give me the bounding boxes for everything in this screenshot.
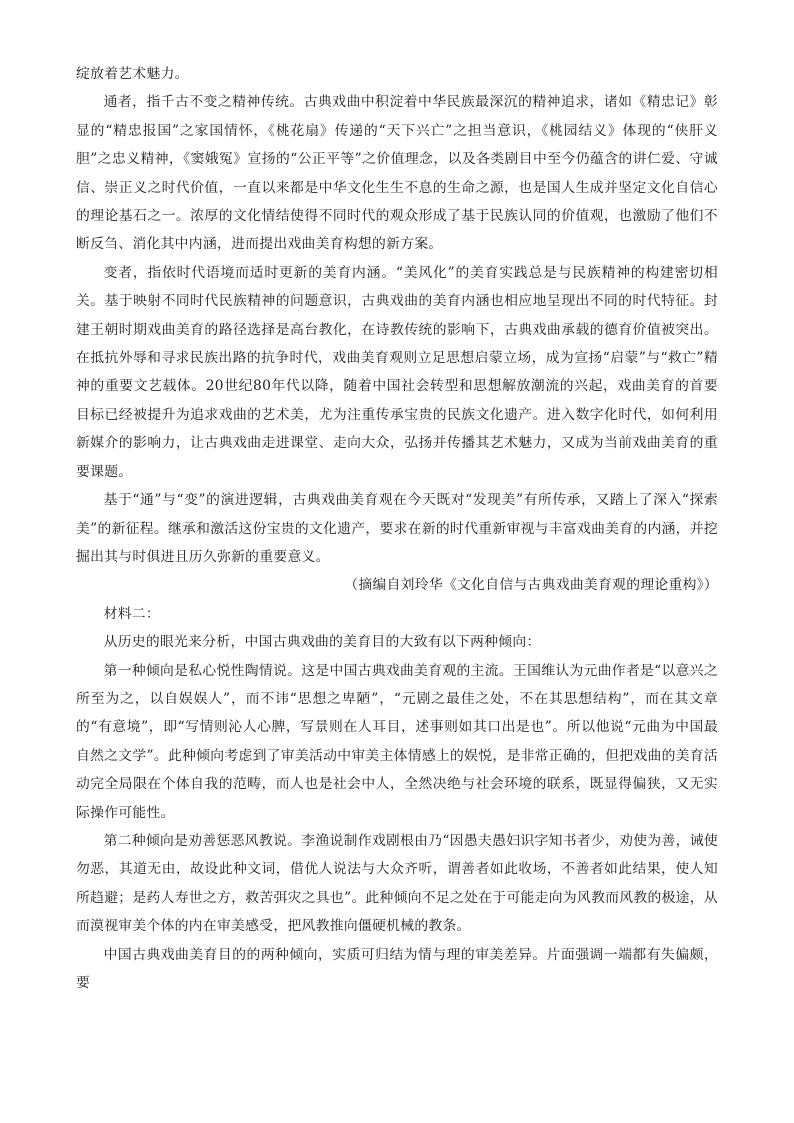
paragraph-continuation: 绽放着艺术魅力。 <box>76 66 189 82</box>
paragraph-bian: 变者，指依时代语境而适时更新的美育内涵。“美风化”的美育实践总是与民族精神的构建密切相关。基于映射不同时代民族精神的问题意识，古典戏曲的美育内涵也相应地呈现出不同的时代特征。封建王朝时期戏曲美育的路径选择是高台教化，在诗教传统的影响下，古典戏曲承载的德育价值被突出。在抵抗外辱和寻求民族出路的抗争时代，戏曲美育观则立足思想启蒙立场，成为宣扬“启蒙”与“救亡”精神的重要文艺载体。20世纪80年代以降，随着中国社会转型和思想解放潮流的兴起，戏曲美育的首要目标已经被提升为追求戏曲的艺术美，尤为注重传承宝贵的民族文化遗产。进入数字化时代，如何利用新媒介的影响力，让古典戏曲走进课堂、走向大众，弘扬并传播其艺术魅力，又成为当前戏曲美育的重要课题。 <box>76 264 718 480</box>
material-two-heading: 材料二： <box>103 605 160 622</box>
paragraph-first-tendency: 第一种倾向是私心悦性陶情说。这是中国古典戏曲美育观的主流。王国维认为元曲作者是“以意兴之所至为之，以自娱娱人”，而不讳“思想之卑陋”，“元剧之最佳之处，不在其思想结构”，而在其文章的“有意境”，即“写情则沁人心脾，写景则在人耳目，述事则如其口出是也”。所以他说“元曲为中国最自然之文学”。此种倾向考虑到了审美活动中审美主体情感上的娱悦，是非常正确的，但把戏曲的美育活动完全局限在个体自我的范畴，而人也是社会中人，全然决绝与社会环境的联系，既显得偏狭，又无实际操作可能性。 <box>76 662 718 821</box>
paragraph-tongbian-conclusion: 基于“通”与“变”的演进逻辑，古典戏曲美育观在今天既对“发现美”有所传承，又踏上了深入“探索美”的新征程。继承和激活这份宝贵的文化遗产，要求在新的时代重新审视与丰富戏曲美育的内涵，并挖掘出其与时俱进且历久弥新的重要意义。 <box>76 492 718 565</box>
paragraph-tong: 通者，指千古不变之精神传统。古典戏曲中积淀着中华民族最深沉的精神追求，诸如《精忠记》彰显的“精忠报国”之家国情怀，《桃花扇》传递的“天下兴亡”之担当意识，《桃园结义》体现的“侠肝义胆”之忠义精神，《窦娥冤》宣扬的“公正平等”之价值理念，以及各类剧目中至今仍蕴含的讲仁爱、守诚信、崇正义之时代价值，一直以来都是中华文化生生不息的生命之源，也是国人生成并坚定文化自信心的理论基石之一。浓厚的文化情结使得不同时代的观众形成了基于民族认同的价值观，也激励了他们不断反刍、消化其中内涵，进而提出戏曲美育构想的新方案。 <box>76 94 718 253</box>
paragraph-summary: 中国古典戏曲美育目的的两种倾向，实质可归结为情与理的审美差异。片面强调一端都有失偏颇，要 <box>76 946 718 991</box>
source-citation: （摘编自刘玲华《文化自信与古典戏曲美育观的理论重构》） <box>344 577 718 594</box>
paragraph-second-tendency: 第二种倾向是劝善惩恶风教说。李渔说制作戏剧根由乃“因愚夫愚妇识字知书者少，劝使为善，诫使勿恶，其道无由，故设此种文词，借优人说法与大众齐听，谓善者如此收场，不善者如此结果，使人知所趋避；是药人寿世之方，救苦弭灾之具也”。此种倾向不足之处在于可能走向为风教而风教的极途，从而漠视审美个体的内在审美感受，把风教推向僵硬机械的教条。 <box>76 832 718 935</box>
paragraph-intro-two-tendencies: 从历史的眼光来分析，中国古典戏曲的美育目的大致有以下两种倾向： <box>103 634 541 651</box>
